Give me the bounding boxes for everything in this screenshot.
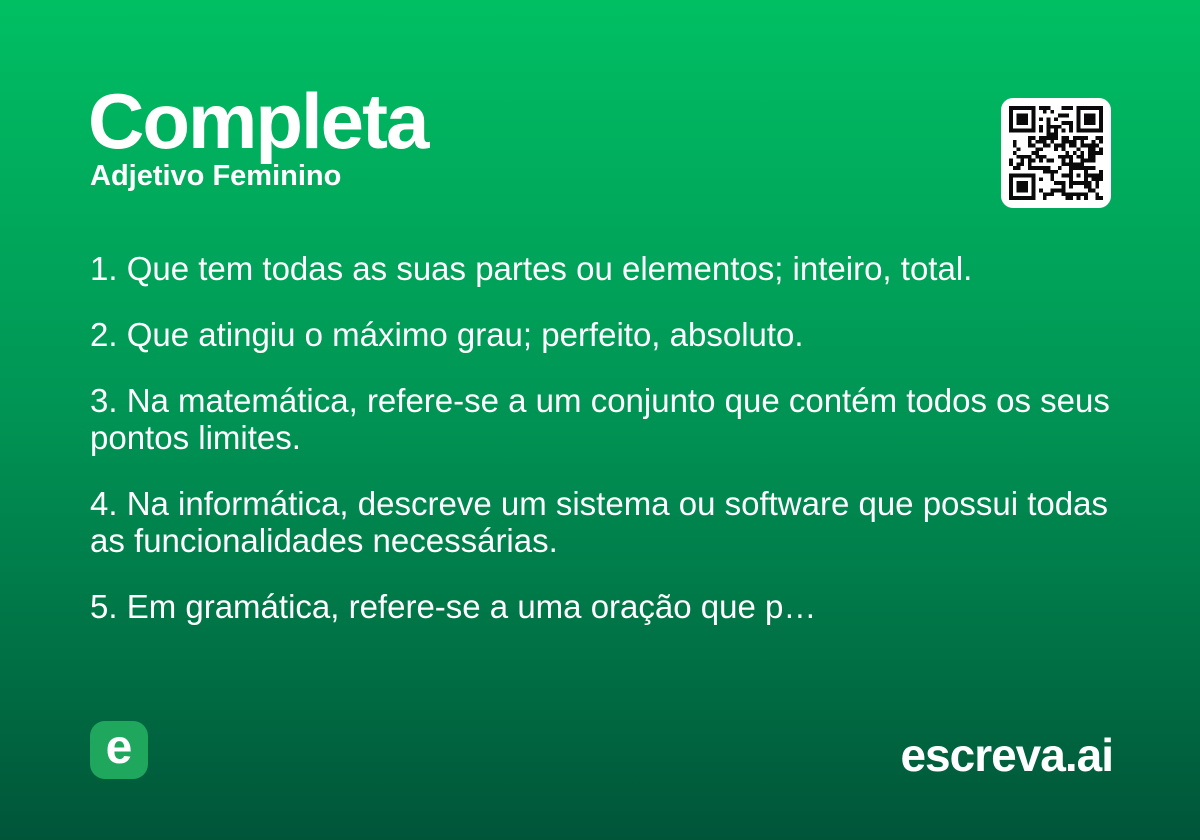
brand-logo-letter: e: [105, 721, 133, 774]
word-class-subtitle: Adjetivo Feminino: [90, 160, 342, 192]
definition-item-1: 1. Que tem todas as suas partes ou elementos; inteiro, total.: [90, 250, 973, 287]
definition-item-2: 2. Que atingiu o máximo grau; perfeito, absoluto.: [90, 316, 804, 353]
definition-item-5: 5. Em gramática, refere-se a uma oração que p…: [90, 588, 817, 625]
brand-logo: [90, 721, 148, 779]
definition-list: [90, 250, 1112, 654]
brand-wordmark: escreva.ai: [900, 729, 1113, 781]
qr-code-pattern: [1009, 106, 1103, 200]
definition-item-4: 4. Na informática, descreve um sistema ou software que possui todas as funcionalidades necessárias.: [90, 485, 1108, 559]
definition-item-3: 3. Na matemática, refere-se a um conjunto que contém todos os seus pontos limites.: [90, 382, 1110, 456]
word-title: Completa: [88, 77, 428, 165]
qr-code: [1001, 98, 1111, 208]
